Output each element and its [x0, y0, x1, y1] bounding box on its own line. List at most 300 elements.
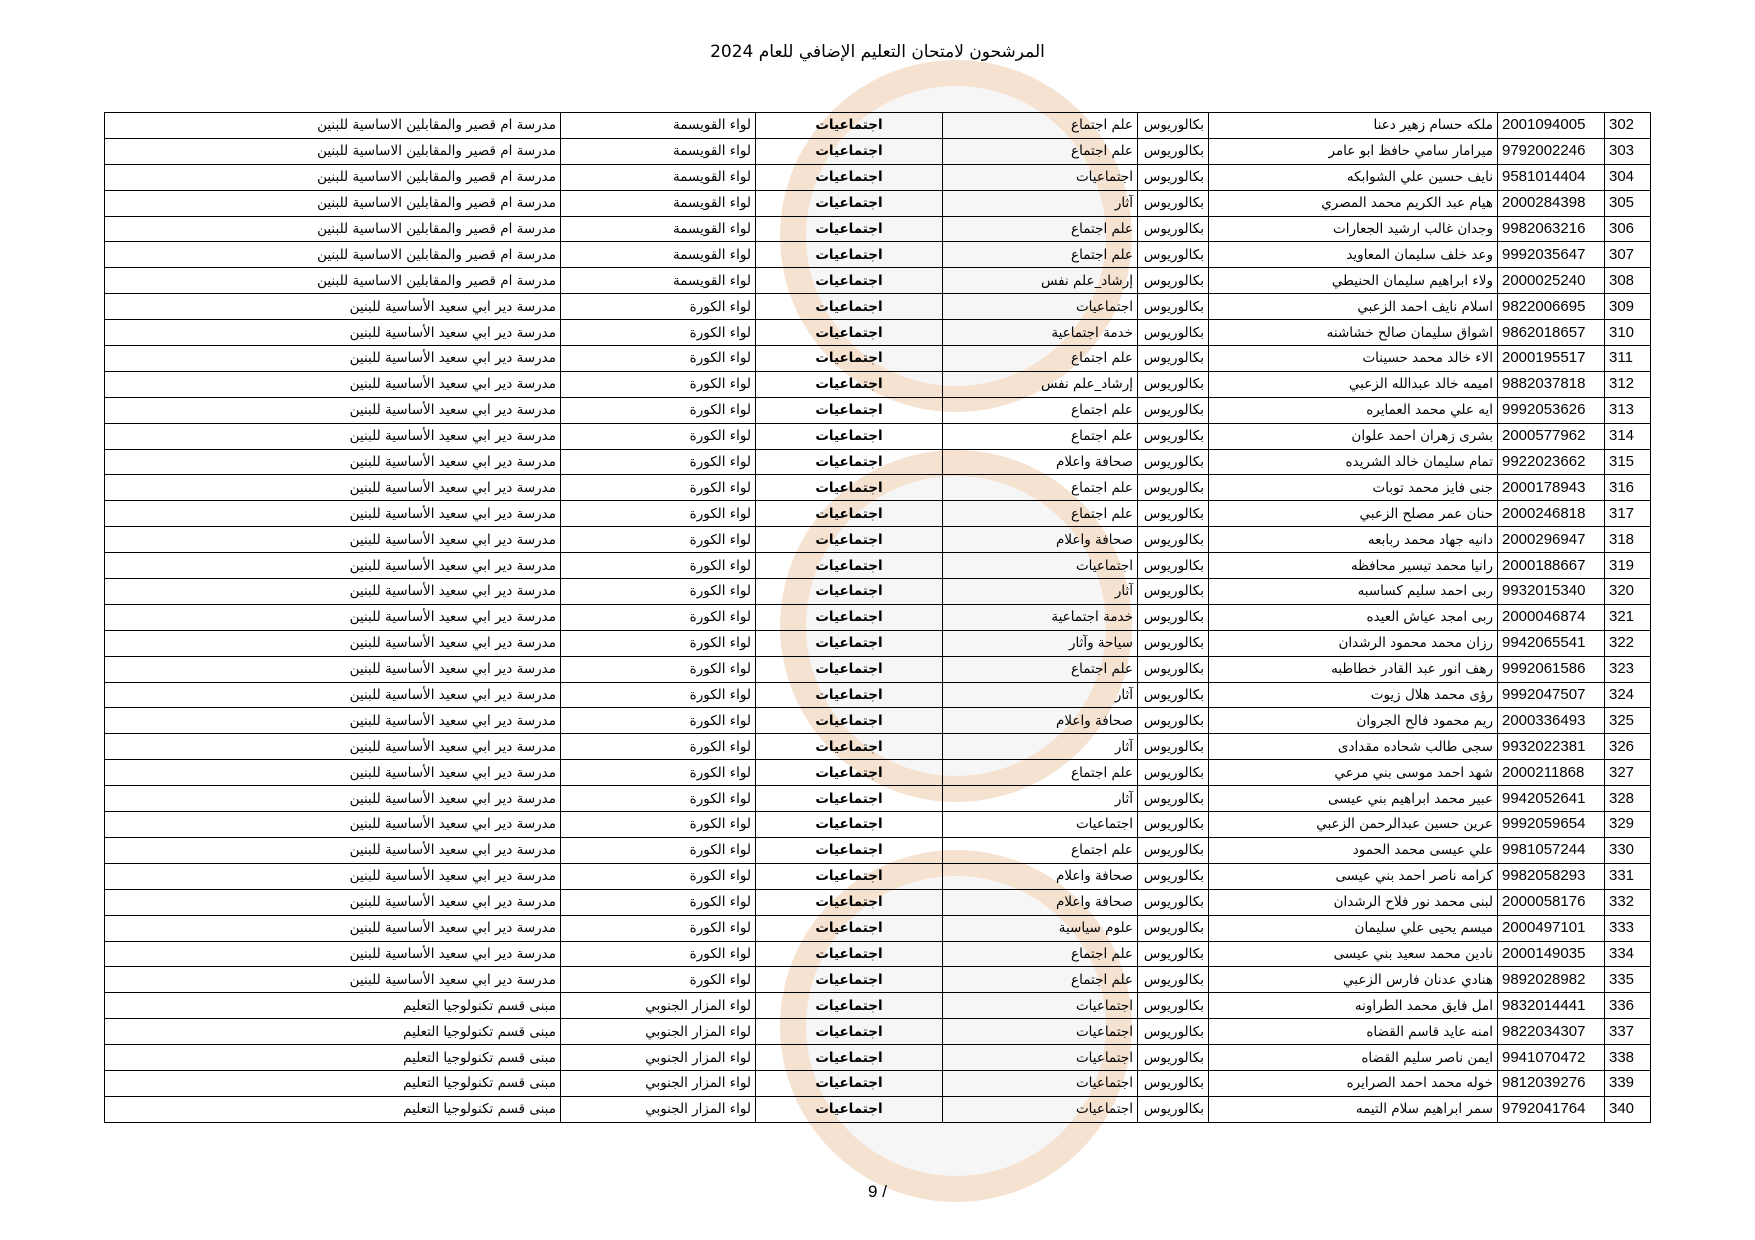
candidate-name-cell: علي عيسى محمد الحمود [1209, 837, 1498, 863]
degree-cell: بكالوريوس [1138, 423, 1209, 449]
major-cell: علم اجتماع [943, 760, 1138, 786]
candidate-name-cell: رزان محمد محمود الرشدان [1209, 630, 1498, 656]
directorate-cell: لواء الكورة [561, 630, 756, 656]
candidate-name-cell: ميسم يحيى علي سليمان [1209, 915, 1498, 941]
national-id-cell: 2000178943 [1498, 475, 1605, 501]
exam-center-cell: مدرسة دير ابي سعيد الأساسية للبنين [105, 760, 561, 786]
table-row [105, 1070, 1651, 1096]
candidate-name-cell: ايمن ناصر سليم القضاه [1209, 1045, 1498, 1071]
degree-cell: بكالوريوس [1138, 915, 1209, 941]
exam-field-cell: اجتماعيات [756, 941, 943, 967]
exam-field-cell: اجتماعيات [756, 889, 943, 915]
exam-center-cell: مدرسة ام قصير والمقابلين الاساسية للبنين [105, 138, 561, 164]
row-number-cell: 335 [1605, 967, 1651, 993]
table-row [105, 527, 1651, 553]
directorate-cell: لواء الكورة [561, 915, 756, 941]
directorate-cell: لواء المزار الجنوبي [561, 1019, 756, 1045]
row-number-cell: 325 [1605, 708, 1651, 734]
table-row [105, 863, 1651, 889]
national-id-cell: 9992053626 [1498, 397, 1605, 423]
row-number-cell: 324 [1605, 682, 1651, 708]
major-cell: علم اجتماع [943, 113, 1138, 139]
table-row [105, 216, 1651, 242]
table-row [105, 190, 1651, 216]
exam-field-cell: اجتماعيات [756, 708, 943, 734]
candidate-name-cell: امل فايق محمد الطراونه [1209, 993, 1498, 1019]
directorate-cell: لواء القويسمة [561, 190, 756, 216]
row-number-cell: 302 [1605, 113, 1651, 139]
table-row [105, 138, 1651, 164]
degree-cell: بكالوريوس [1138, 1096, 1209, 1122]
exam-field-cell: اجتماعيات [756, 734, 943, 760]
national-id-cell: 9822034307 [1498, 1019, 1605, 1045]
directorate-cell: لواء الكورة [561, 579, 756, 605]
row-number-cell: 331 [1605, 863, 1651, 889]
exam-field-cell: اجتماعيات [756, 786, 943, 812]
national-id-cell: 2000149035 [1498, 941, 1605, 967]
major-cell: آثار [943, 786, 1138, 812]
candidate-name-cell: دانيه جهاد محمد ربابعه [1209, 527, 1498, 553]
directorate-cell: لواء القويسمة [561, 268, 756, 294]
row-number-cell: 318 [1605, 527, 1651, 553]
national-id-cell: 9992061586 [1498, 656, 1605, 682]
candidate-name-cell: ربى احمد سليم كساسبه [1209, 579, 1498, 605]
table-row [105, 786, 1651, 812]
candidate-name-cell: نادين محمد سعيد بني عيسى [1209, 941, 1498, 967]
degree-cell: بكالوريوس [1138, 760, 1209, 786]
row-number-cell: 330 [1605, 837, 1651, 863]
directorate-cell: لواء الكورة [561, 371, 756, 397]
row-number-cell: 310 [1605, 320, 1651, 346]
national-id-cell: 9992047507 [1498, 682, 1605, 708]
national-id-cell: 2000497101 [1498, 915, 1605, 941]
exam-center-cell: مدرسة دير ابي سعيد الأساسية للبنين [105, 346, 561, 372]
directorate-cell: لواء القويسمة [561, 113, 756, 139]
national-id-cell: 9792041764 [1498, 1096, 1605, 1122]
exam-field-cell: اجتماعيات [756, 242, 943, 268]
row-number-cell: 309 [1605, 294, 1651, 320]
degree-cell: بكالوريوس [1138, 397, 1209, 423]
exam-field-cell: اجتماعيات [756, 760, 943, 786]
row-number-cell: 306 [1605, 216, 1651, 242]
exam-field-cell: اجتماعيات [756, 527, 943, 553]
row-number-cell: 338 [1605, 1045, 1651, 1071]
exam-center-cell: مبنى قسم تكنولوجيا التعليم [105, 1019, 561, 1045]
candidate-name-cell: ريم محمود فالح الجروان [1209, 708, 1498, 734]
national-id-cell: 9581014404 [1498, 164, 1605, 190]
degree-cell: بكالوريوس [1138, 656, 1209, 682]
national-id-cell: 9982063216 [1498, 216, 1605, 242]
page-number: 9 / [868, 1182, 887, 1201]
row-number-cell: 336 [1605, 993, 1651, 1019]
table-row [105, 242, 1651, 268]
row-number-cell: 317 [1605, 501, 1651, 527]
national-id-cell: 9982058293 [1498, 863, 1605, 889]
exam-center-cell: مدرسة دير ابي سعيد الأساسية للبنين [105, 941, 561, 967]
page-title: المرشحون لامتحان التعليم الإضافي للعام 2024 [710, 42, 1045, 62]
table-row [105, 967, 1651, 993]
table-row [105, 449, 1651, 475]
major-cell: علم اجتماع [943, 656, 1138, 682]
table-row [105, 837, 1651, 863]
candidate-name-cell: وعد خلف سليمان المعاويد [1209, 242, 1498, 268]
major-cell: علم اجتماع [943, 837, 1138, 863]
directorate-cell: لواء الكورة [561, 734, 756, 760]
exam-field-cell: اجتماعيات [756, 837, 943, 863]
candidate-name-cell: لبنى محمد نور فلاح الرشدان [1209, 889, 1498, 915]
national-id-cell: 9822006695 [1498, 294, 1605, 320]
table-row [105, 553, 1651, 579]
degree-cell: بكالوريوس [1138, 553, 1209, 579]
exam-field-cell: اجتماعيات [756, 1096, 943, 1122]
exam-field-cell: اجتماعيات [756, 320, 943, 346]
row-number-cell: 319 [1605, 553, 1651, 579]
national-id-cell: 9812039276 [1498, 1070, 1605, 1096]
table-row [105, 630, 1651, 656]
exam-center-cell: مدرسة دير ابي سعيد الأساسية للبنين [105, 682, 561, 708]
major-cell: صحافة واعلام [943, 449, 1138, 475]
directorate-cell: لواء الكورة [561, 346, 756, 372]
row-number-cell: 333 [1605, 915, 1651, 941]
national-id-cell: 2000025240 [1498, 268, 1605, 294]
major-cell: اجتماعيات [943, 1096, 1138, 1122]
exam-center-cell: مدرسة دير ابي سعيد الأساسية للبنين [105, 579, 561, 605]
table-row [105, 941, 1651, 967]
national-id-cell: 2000296947 [1498, 527, 1605, 553]
exam-field-cell: اجتماعيات [756, 164, 943, 190]
directorate-cell: لواء القويسمة [561, 216, 756, 242]
directorate-cell: لواء الكورة [561, 294, 756, 320]
exam-field-cell: اجتماعيات [756, 967, 943, 993]
directorate-cell: لواء الكورة [561, 397, 756, 423]
directorate-cell: لواء القويسمة [561, 164, 756, 190]
major-cell: إرشاد_علم نفس [943, 371, 1138, 397]
exam-center-cell: مدرسة ام قصير والمقابلين الاساسية للبنين [105, 268, 561, 294]
row-number-cell: 326 [1605, 734, 1651, 760]
major-cell: علم اجتماع [943, 423, 1138, 449]
major-cell: صحافة واعلام [943, 527, 1138, 553]
candidates-table [104, 112, 1651, 1123]
table-row [105, 708, 1651, 734]
national-id-cell: 9941070472 [1498, 1045, 1605, 1071]
table-row [105, 113, 1651, 139]
row-number-cell: 316 [1605, 475, 1651, 501]
exam-center-cell: مدرسة ام قصير والمقابلين الاساسية للبنين [105, 216, 561, 242]
exam-center-cell: مدرسة دير ابي سعيد الأساسية للبنين [105, 475, 561, 501]
row-number-cell: 334 [1605, 941, 1651, 967]
directorate-cell: لواء الكورة [561, 786, 756, 812]
exam-center-cell: مبنى قسم تكنولوجيا التعليم [105, 993, 561, 1019]
table-row [105, 734, 1651, 760]
candidate-name-cell: رهف انور عبد القادر خطاطبه [1209, 656, 1498, 682]
exam-field-cell: اجتماعيات [756, 397, 943, 423]
national-id-cell: 2000195517 [1498, 346, 1605, 372]
candidate-name-cell: سمر ابراهيم سلام التيمه [1209, 1096, 1498, 1122]
exam-field-cell: اجتماعيات [756, 216, 943, 242]
national-id-cell: 2000046874 [1498, 604, 1605, 630]
exam-field-cell: اجتماعيات [756, 475, 943, 501]
exam-field-cell: اجتماعيات [756, 501, 943, 527]
exam-center-cell: مدرسة دير ابي سعيد الأساسية للبنين [105, 863, 561, 889]
national-id-cell: 2000246818 [1498, 501, 1605, 527]
directorate-cell: لواء القويسمة [561, 138, 756, 164]
major-cell: اجتماعيات [943, 553, 1138, 579]
degree-cell: بكالوريوس [1138, 967, 1209, 993]
degree-cell: بكالوريوس [1138, 1070, 1209, 1096]
national-id-cell: 9942065541 [1498, 630, 1605, 656]
exam-field-cell: اجتماعيات [756, 346, 943, 372]
candidate-name-cell: خوله محمد احمد الصرايره [1209, 1070, 1498, 1096]
table-row [105, 475, 1651, 501]
directorate-cell: لواء الكورة [561, 812, 756, 838]
national-id-cell: 9992059654 [1498, 812, 1605, 838]
exam-field-cell: اجتماعيات [756, 553, 943, 579]
exam-center-cell: مدرسة دير ابي سعيد الأساسية للبنين [105, 708, 561, 734]
table-row [105, 656, 1651, 682]
exam-field-cell: اجتماعيات [756, 423, 943, 449]
exam-center-cell: مدرسة دير ابي سعيد الأساسية للبنين [105, 449, 561, 475]
major-cell: علم اجتماع [943, 475, 1138, 501]
table-row [105, 1019, 1651, 1045]
degree-cell: بكالوريوس [1138, 527, 1209, 553]
major-cell: اجتماعيات [943, 1070, 1138, 1096]
candidate-name-cell: الاء خالد محمد حسينات [1209, 346, 1498, 372]
exam-center-cell: مدرسة ام قصير والمقابلين الاساسية للبنين [105, 190, 561, 216]
directorate-cell: لواء الكورة [561, 449, 756, 475]
row-number-cell: 320 [1605, 579, 1651, 605]
national-id-cell: 9932015340 [1498, 579, 1605, 605]
directorate-cell: لواء الكورة [561, 475, 756, 501]
exam-field-cell: اجتماعيات [756, 190, 943, 216]
table-row [105, 1096, 1651, 1122]
candidate-name-cell: اشواق سليمان صالح خشاشنه [1209, 320, 1498, 346]
major-cell: اجتماعيات [943, 812, 1138, 838]
major-cell: خدمة اجتماعية [943, 604, 1138, 630]
national-id-cell: 2000284398 [1498, 190, 1605, 216]
major-cell: آثار [943, 682, 1138, 708]
directorate-cell: لواء الكورة [561, 889, 756, 915]
directorate-cell: لواء الكورة [561, 941, 756, 967]
row-number-cell: 315 [1605, 449, 1651, 475]
exam-center-cell: مدرسة دير ابي سعيد الأساسية للبنين [105, 604, 561, 630]
national-id-cell: 9862018657 [1498, 320, 1605, 346]
major-cell: اجتماعيات [943, 164, 1138, 190]
directorate-cell: لواء الكورة [561, 553, 756, 579]
degree-cell: بكالوريوس [1138, 812, 1209, 838]
row-number-cell: 321 [1605, 604, 1651, 630]
candidate-name-cell: حنان عمر مصلح الزعبي [1209, 501, 1498, 527]
candidate-name-cell: بشرى زهران احمد علوان [1209, 423, 1498, 449]
exam-center-cell: مدرسة ام قصير والمقابلين الاساسية للبنين [105, 113, 561, 139]
exam-center-cell: مدرسة دير ابي سعيد الأساسية للبنين [105, 656, 561, 682]
national-id-cell: 9981057244 [1498, 837, 1605, 863]
directorate-cell: لواء الكورة [561, 501, 756, 527]
major-cell: صحافة واعلام [943, 863, 1138, 889]
degree-cell: بكالوريوس [1138, 216, 1209, 242]
candidate-name-cell: ايه علي محمد العمايره [1209, 397, 1498, 423]
row-number-cell: 339 [1605, 1070, 1651, 1096]
candidate-name-cell: كرامه ناصر احمد بني عيسى [1209, 863, 1498, 889]
degree-cell: بكالوريوس [1138, 630, 1209, 656]
row-number-cell: 327 [1605, 760, 1651, 786]
degree-cell: بكالوريوس [1138, 501, 1209, 527]
degree-cell: بكالوريوس [1138, 164, 1209, 190]
candidate-name-cell: عرين حسين عبدالرحمن الزعبي [1209, 812, 1498, 838]
table-row [105, 993, 1651, 1019]
national-id-cell: 2000336493 [1498, 708, 1605, 734]
row-number-cell: 313 [1605, 397, 1651, 423]
candidate-name-cell: ولاء ابراهيم سليمان الحنيطي [1209, 268, 1498, 294]
candidate-name-cell: ربى امجد عياش العيده [1209, 604, 1498, 630]
exam-center-cell: مبنى قسم تكنولوجيا التعليم [105, 1096, 561, 1122]
exam-center-cell: مدرسة دير ابي سعيد الأساسية للبنين [105, 812, 561, 838]
table-row [105, 915, 1651, 941]
exam-center-cell: مدرسة دير ابي سعيد الأساسية للبنين [105, 630, 561, 656]
major-cell: علم اجتماع [943, 941, 1138, 967]
directorate-cell: لواء المزار الجنوبي [561, 1070, 756, 1096]
directorate-cell: لواء الكورة [561, 863, 756, 889]
national-id-cell: 9792002246 [1498, 138, 1605, 164]
table-row [105, 164, 1651, 190]
exam-field-cell: اجتماعيات [756, 863, 943, 889]
exam-center-cell: مدرسة دير ابي سعيد الأساسية للبنين [105, 501, 561, 527]
exam-center-cell: مدرسة ام قصير والمقابلين الاساسية للبنين [105, 242, 561, 268]
exam-field-cell: اجتماعيات [756, 993, 943, 1019]
exam-field-cell: اجتماعيات [756, 915, 943, 941]
row-number-cell: 329 [1605, 812, 1651, 838]
candidate-name-cell: نايف حسين علي الشوابكه [1209, 164, 1498, 190]
row-number-cell: 312 [1605, 371, 1651, 397]
table-row [105, 371, 1651, 397]
exam-center-cell: مدرسة ام قصير والمقابلين الاساسية للبنين [105, 164, 561, 190]
national-id-cell: 9882037818 [1498, 371, 1605, 397]
candidate-name-cell: هنادي عدنان فارس الزعبي [1209, 967, 1498, 993]
exam-center-cell: مدرسة دير ابي سعيد الأساسية للبنين [105, 915, 561, 941]
candidate-name-cell: وجدان غالب ارشيد الجعارات [1209, 216, 1498, 242]
exam-field-cell: اجتماعيات [756, 294, 943, 320]
degree-cell: بكالوريوس [1138, 889, 1209, 915]
table-row [105, 423, 1651, 449]
degree-cell: بكالوريوس [1138, 579, 1209, 605]
row-number-cell: 323 [1605, 656, 1651, 682]
degree-cell: بكالوريوس [1138, 320, 1209, 346]
degree-cell: بكالوريوس [1138, 113, 1209, 139]
degree-cell: بكالوريوس [1138, 294, 1209, 320]
directorate-cell: لواء الكورة [561, 837, 756, 863]
exam-field-cell: اجتماعيات [756, 1019, 943, 1045]
table-row [105, 320, 1651, 346]
row-number-cell: 305 [1605, 190, 1651, 216]
exam-center-cell: مدرسة دير ابي سعيد الأساسية للبنين [105, 423, 561, 449]
directorate-cell: لواء الكورة [561, 967, 756, 993]
directorate-cell: لواء الكورة [561, 682, 756, 708]
major-cell: علم اجتماع [943, 967, 1138, 993]
national-id-cell: 9932022381 [1498, 734, 1605, 760]
degree-cell: بكالوريوس [1138, 734, 1209, 760]
directorate-cell: لواء المزار الجنوبي [561, 1045, 756, 1071]
directorate-cell: لواء الكورة [561, 423, 756, 449]
directorate-cell: لواء الكورة [561, 656, 756, 682]
candidate-name-cell: ميرامار سامي حافظ ابو عامر [1209, 138, 1498, 164]
table-row [105, 501, 1651, 527]
major-cell: صحافة واعلام [943, 889, 1138, 915]
major-cell: صحافة واعلام [943, 708, 1138, 734]
table-row [105, 682, 1651, 708]
exam-center-cell: مبنى قسم تكنولوجيا التعليم [105, 1045, 561, 1071]
row-number-cell: 322 [1605, 630, 1651, 656]
exam-center-cell: مبنى قسم تكنولوجيا التعليم [105, 1070, 561, 1096]
exam-center-cell: مدرسة دير ابي سعيد الأساسية للبنين [105, 553, 561, 579]
national-id-cell: 2000211868 [1498, 760, 1605, 786]
directorate-cell: لواء الكورة [561, 320, 756, 346]
row-number-cell: 328 [1605, 786, 1651, 812]
row-number-cell: 311 [1605, 346, 1651, 372]
major-cell: آثار [943, 734, 1138, 760]
row-number-cell: 340 [1605, 1096, 1651, 1122]
national-id-cell: 9942052641 [1498, 786, 1605, 812]
major-cell: إرشاد_علم نفس [943, 268, 1138, 294]
degree-cell: بكالوريوس [1138, 1019, 1209, 1045]
degree-cell: بكالوريوس [1138, 1045, 1209, 1071]
major-cell: خدمة اجتماعية [943, 320, 1138, 346]
major-cell: اجتماعيات [943, 1019, 1138, 1045]
degree-cell: بكالوريوس [1138, 786, 1209, 812]
exam-center-cell: مدرسة دير ابي سعيد الأساسية للبنين [105, 371, 561, 397]
exam-field-cell: اجتماعيات [756, 1070, 943, 1096]
exam-field-cell: اجتماعيات [756, 449, 943, 475]
exam-field-cell: اجتماعيات [756, 656, 943, 682]
table-row [105, 889, 1651, 915]
row-number-cell: 303 [1605, 138, 1651, 164]
national-id-cell: 9832014441 [1498, 993, 1605, 1019]
candidate-name-cell: ملكه حسام زهير دعنا [1209, 113, 1498, 139]
candidate-name-cell: رانيا محمد تيسير محافظه [1209, 553, 1498, 579]
national-id-cell: 2000577962 [1498, 423, 1605, 449]
exam-field-cell: اجتماعيات [756, 812, 943, 838]
exam-center-cell: مدرسة دير ابي سعيد الأساسية للبنين [105, 967, 561, 993]
directorate-cell: لواء الكورة [561, 604, 756, 630]
directorate-cell: لواء الكورة [561, 527, 756, 553]
national-id-cell: 2000058176 [1498, 889, 1605, 915]
row-number-cell: 332 [1605, 889, 1651, 915]
row-number-cell: 304 [1605, 164, 1651, 190]
exam-field-cell: اجتماعيات [756, 371, 943, 397]
table-row [105, 294, 1651, 320]
exam-field-cell: اجتماعيات [756, 682, 943, 708]
directorate-cell: لواء المزار الجنوبي [561, 993, 756, 1019]
exam-field-cell: اجتماعيات [756, 604, 943, 630]
exam-center-cell: مدرسة دير ابي سعيد الأساسية للبنين [105, 786, 561, 812]
table-row [105, 397, 1651, 423]
exam-field-cell: اجتماعيات [756, 138, 943, 164]
national-id-cell: 9922023662 [1498, 449, 1605, 475]
degree-cell: بكالوريوس [1138, 449, 1209, 475]
degree-cell: بكالوريوس [1138, 708, 1209, 734]
exam-center-cell: مدرسة دير ابي سعيد الأساسية للبنين [105, 294, 561, 320]
table-row [105, 812, 1651, 838]
candidate-name-cell: امنه عايد قاسم القضاه [1209, 1019, 1498, 1045]
exam-center-cell: مدرسة دير ابي سعيد الأساسية للبنين [105, 397, 561, 423]
major-cell: علم اجتماع [943, 242, 1138, 268]
degree-cell: بكالوريوس [1138, 837, 1209, 863]
exam-center-cell: مدرسة دير ابي سعيد الأساسية للبنين [105, 889, 561, 915]
exam-center-cell: مدرسة دير ابي سعيد الأساسية للبنين [105, 320, 561, 346]
row-number-cell: 314 [1605, 423, 1651, 449]
table-row [105, 1045, 1651, 1071]
degree-cell: بكالوريوس [1138, 993, 1209, 1019]
exam-field-cell: اجتماعيات [756, 579, 943, 605]
table-row [105, 760, 1651, 786]
